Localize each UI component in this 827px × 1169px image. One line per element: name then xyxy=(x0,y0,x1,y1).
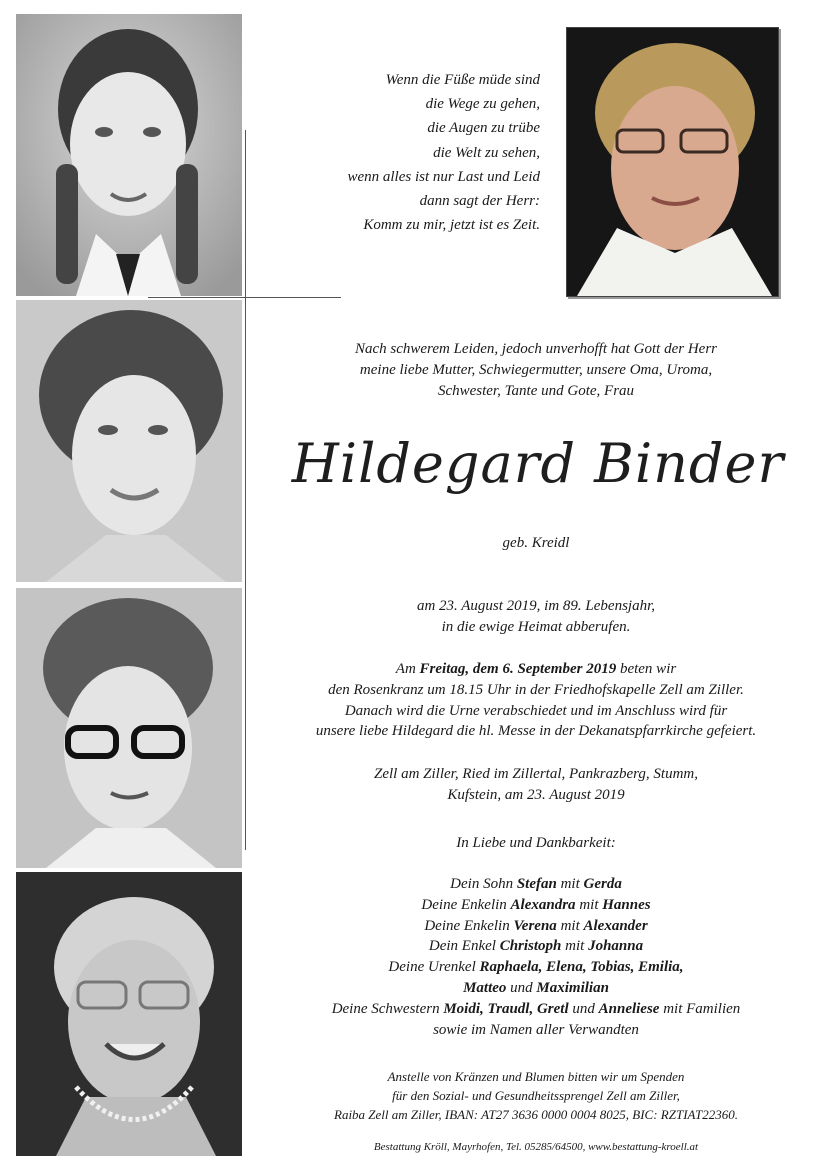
deceased-name: Hildegard Binder xyxy=(291,432,785,495)
portrait-photo-recent-color xyxy=(566,27,779,297)
family-line-relatives: sowie im Namen aller Verwandten xyxy=(433,1021,639,1038)
family-line-great-grandchildren: Matteo und Maximilian xyxy=(463,979,609,996)
intro-line: Nach schwerem Leiden, jedoch unverhofft hat Gott der Herr xyxy=(354,341,718,357)
family-line-granddaughter: Deine Enkelin Alexandra mit Hannes xyxy=(421,896,651,913)
service-line: den Rosenkranz um 18.15 Uhr in der Friedhofskapelle Zell am Ziller. xyxy=(328,681,744,698)
love-heading xyxy=(260,833,812,854)
poem-line: die Wege zu gehen, xyxy=(425,96,540,113)
family-line-granddaughter: Deine Enkelin Verena mit Alexander xyxy=(424,917,648,934)
places-line: Kufstein, am 23. August 2019 xyxy=(447,786,625,803)
family-line-son: Dein Sohn Stefan mit Gerda xyxy=(450,876,622,892)
family-line-grandson: Dein Enkel Christoph mit Johanna xyxy=(428,938,644,955)
poem-line: Komm zu mir, jetzt ist es Zeit. xyxy=(363,217,540,234)
poem-line: wenn alles ist nur Last und Leid xyxy=(347,168,540,185)
maiden-name xyxy=(260,533,812,554)
intro-line: Schwester, Tante und Gote, Frau xyxy=(437,382,635,399)
service-line: unsere liebe Hildegard die hl. Messe in der Dekanatspfarrkirche gefeiert. xyxy=(315,723,757,740)
announcement-intro xyxy=(260,339,812,401)
service-line xyxy=(260,659,812,680)
poem xyxy=(240,68,540,237)
poem-line: die Augen zu trübe xyxy=(427,120,540,137)
places-and-date xyxy=(260,764,812,806)
portrait-photo-elderly-woman xyxy=(16,872,242,1156)
service-date: Freitag, dem 6. September 2019 xyxy=(419,661,617,677)
service-details xyxy=(260,659,812,742)
places-line: Zell am Ziller, Ried im Zillertal, Pankrazberg, Stumm, xyxy=(373,766,699,782)
death-line: am 23. August 2019, im 89. Lebensjahr, xyxy=(416,598,656,614)
donation-line: Raiba Zell am Ziller, IBAN: AT27 3636 0000 0004 8025, BIC: RZTIAT22360. xyxy=(334,1107,738,1122)
service-text: beten wir xyxy=(616,661,677,677)
portrait-photo-youth xyxy=(16,14,242,296)
death-line: in die ewige Heimat abberufen. xyxy=(441,618,631,635)
funeral-home-footer xyxy=(260,1140,812,1154)
poem-line: dann sagt der Herr: xyxy=(419,193,540,210)
service-line: Danach wird die Urne verabschiedet und im Anschluss wird für xyxy=(344,702,728,719)
service-text: Am xyxy=(395,661,420,677)
donation-line: für den Sozial- und Gesundheitssprengel Zell am Ziller, xyxy=(392,1088,680,1103)
donation-line: Anstelle von Kränzen und Blumen bitten wir um Spenden xyxy=(387,1069,685,1084)
footer-text: Bestattung Kröll, Mayrhofen, Tel. 05285/64500, www.bestattung-kroell.at xyxy=(373,1141,699,1153)
poem-line: die Welt zu sehen, xyxy=(433,144,540,161)
cross-vertical-line xyxy=(245,130,246,850)
family-list xyxy=(260,874,812,1040)
maiden-name-text: geb. Kreidl xyxy=(502,535,570,551)
family-line-sisters: Deine Schwestern Moidi, Traudl, Gretl und Anneliese mit Familien xyxy=(331,1000,741,1017)
intro-line: meine liebe Mutter, Schwiegermutter, unsere Oma, Uroma, xyxy=(359,361,713,378)
cross-horizontal-line xyxy=(148,297,341,298)
portrait-photo-woman-glasses xyxy=(16,588,242,868)
portrait-photo-young-woman xyxy=(16,300,242,582)
death-notice xyxy=(260,596,812,638)
donation-request xyxy=(260,1067,812,1124)
love-heading-text: In Liebe und Dankbarkeit: xyxy=(456,835,616,851)
family-line-great-grandchildren: Deine Urenkel Raphaela, Elena, Tobias, Emilia, xyxy=(388,959,684,976)
poem-line: Wenn die Füße müde sind xyxy=(385,72,540,88)
